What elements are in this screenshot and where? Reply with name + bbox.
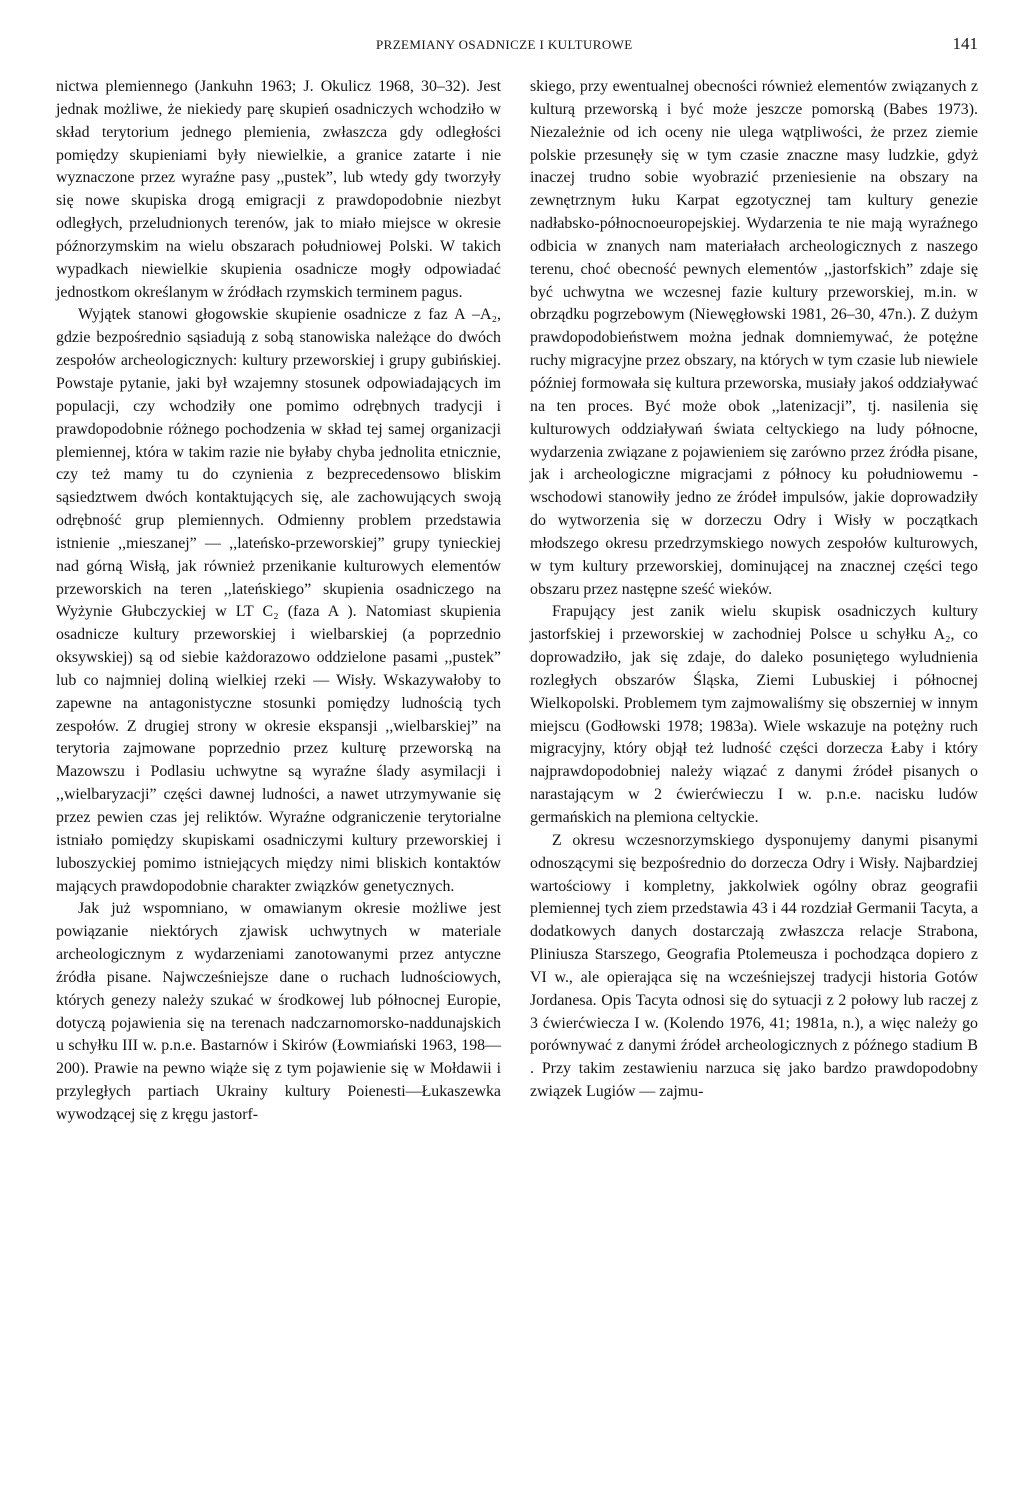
paragraph: Z okresu wczesnorzymskiego dysponujemy danymi pisanymi odnoszącymi się bezpośrednio do dorzecza Odry i Wisły. Najbardziej wartościowy i kompletny, jakkolwiek ogólny obraz geografii plemiennej tych ziem przedstawia 43 i 44 rozdział Germanii Tacyta, a dodatkowych danych dostarczają zwłaszcza relacje Strabona, Pliniusza Starszego, Geografia Ptolemeusza i pochodząca dopiero z VI w., ale opierająca się na wcześniejszej tradycji historia Gotów Jordanesa. Opis Tacyta odnosi się do sytuacji z 2 połowy lub raczej z 3 ćwierćwiecza I w. (Kolendo 1976, 41; 1981a, n.), a więc należy go porównywać z danymi źródeł archeologicznych z późnego stadium B . Przy takim zestawieniu narzuca się jako bardzo prawdopodobny związek Lugiów — zajmu- — [530, 831, 978, 1101]
running-header — [56, 34, 978, 58]
page-number: 141 — [952, 34, 978, 53]
right-column — [530, 76, 978, 1104]
paragraph: Frapujący jest zanik wielu skupisk osadniczych kultury jastorfskiej i przeworskiej w zachodniej Polsce u schyłku A₂, co doprowadziło, jak się zdaje, do daleko posuniętego wyludnienia rozległych obszarów Śląska, Ziemi Lubuskiej i północnej Wielkopolski. Problemem tym zajmowaliśmy się obszerniej w innym miejscu (Godłowski 1978; 1983a). Wiele wskazuje na potężny ruch migracyjny, który objął też ludność części dorzecza Łaby i który najprawdopodobniej należy wiązać z danymi źródeł pisanych o narastającym w 2 ćwierćwieczu I w. p.n.e. nacisku ludów germańskich na plemiona celtyckie. — [530, 603, 978, 826]
paragraph: Jak już wspomniano, w omawianym okresie możliwe jest powiązanie niektórych zjawisk uchwytnych w materiale archeologicznym z wydarzeniami zanotowanymi przez antyczne źródła pisane. Najwcześniejsze dane o ruchach ludnościowych, których genezy należy szukać w środkowej lub północnej Europie, dotyczą pojawienia się na terenach nadczarnomorsko-naddunajskich u schyłku III w. p.n.e. Bastarnów i Skirów (Łowmiański 1963, 198—200). Prawie na pewno wiąże się z tym pojawienie się w Mołdawii i przyległych partiach Ukrainy kultury Poienesti—Łukaszewka wywodzącej się z kręgu jastorf- — [56, 900, 501, 1123]
paragraph: Wyjątek stanowi głogowskie skupienie osadnicze z faz A –A₂, gdzie bezpośrednio sąsiadują z sobą stanowiska należące do dwóch zespołów archeologicznych: kultury przeworskiej i grupy gubińskiej. Powstaje pytanie, jaki był wzajemny stosunek odpowiadających im populacji, czy wchodziły one pomimo odrębnych tradycji i prawdopodobnie różnego pochodzenia w skład tej samej organizacji plemiennej, która w takim razie nie byłaby chyba jednolita etnicznie, czy też mamy tu do czynienia z bezprecedensowo bliskim sąsiedztwem dwóch kontaktujących się, ale zachowujących swoją odrębność grup plemiennych. Odmienny problem przedstawia istnienie ,,mieszanej” — ,,lateńsko-przeworskiej” grupy tynieckiej nad górną Wisłą, jak również przenikanie kulturowych elementów przeworskich na teren ,,lateńskiego” skupienia osadniczego na Wyżynie Głubczyckiej w LT C₂ (faza A ). Natomiast skupienia osadnicze kultury przeworskiej i wielbarskiej (a poprzednio oksywskiej) są od siebie każdorazowo oddzielone pasami ,,pustek” lub co najmniej doliną wielkiej rzeki — Wisły. Wskazywałoby to zapewne na antagonistyczne stosunki pomiędzy ludnością tych zespołów. Z drugiej strony w okresie ekspansji ,,wielbarskiej” na terytoria zajmowane poprzednio przez kulturę przeworską na Mazowszu i Podlasiu uchwytne są wyraźne ślady asymilacji i ,,wielbaryzacji” części dawnej ludności, a nawet utrzymywanie się przez pewien czas jej reliktów. Wyraźne odgraniczenie terytorialne istniało pomiędzy skupiskami osadniczymi kultury przeworskiej i luboszyckiej pomimo istniejących między nimi bliskich kontaktów mających prawdopodobnie charakter związków genetycznych. — [56, 306, 501, 895]
paragraph: skiego, przy ewentualnej obecności również elementów związanych z kulturą przeworską i być może jeszcze pomorską (Babes 1973). Niezależnie od ich oceny nie ulega wątpliwości, że przez ziemie polskie przesunęły się w tym czasie znaczne masy ludzkie, gdyż inaczej trudno sobie wyobrazić przeniesienie na obszary na zewnętrznym łuku Karpat egzotycznej tam kultury genezie nadłabsko-północnoeuropejskiej. Wydarzenia te nie mają wyraźnego odbicia w znanych nam materiałach archeologicznych z naszego terenu, choć obecność pewnych elementów ,,jastorfskich” zdaje się być uchwytna we wczesnej fazie kultury przeworskiej, m.in. w obrządku pogrzebowym (Niewęgłowski 1981, 26–30, 47n.). Z dużym prawdopodobieństwem można jednak domniemywać, że potężne ruchy migracyjne przez obszary, na których w tym czasie lub niewiele później formowała się kultura przeworska, musiały jakoś oddziaływać na ten proces. Być może obok ,,latenizacji”, tj. nasilenia się kulturowych oddziaływań świata celtyckiego na ludy północne, wydarzenia związane z pojawieniem się zarówno przez źródła pisane, jak i archeologiczne migracjami z północy ku południowemu -wschodowi stanowiły jedno ze źródeł impulsów, jakie doprowadziły do wytworzenia się w dorzeczu Odry i Wisły w początkach młodszego okresu przedrzymskiego nowych zespołów kulturowych, w tym kultury przeworskiej, dominującej na znacznej części tego obszaru przez następne sześć wieków. — [530, 78, 978, 598]
running-title: PRZEMIANY OSADNICZE I KULTUROWE — [376, 37, 633, 52]
left-column — [56, 76, 501, 1127]
paragraph: nictwa plemiennego (Jankuhn 1963; J. Okulicz 1968, 30–32). Jest jednak możliwe, że niekiedy parę skupień osadniczych wchodziło w skład terytorium jednego plemienia, zwłaszcza gdy odległości pomiędzy skupieniami były niewielkie, a granice zatarte i nie wyznaczone przez wyraźne pasy ,,pustek”, lub wtedy gdy tworzyły się nowe skupiska drogą emigracji z prawdopodobnie niezbyt odległych, przeludnionych terenów, jak to miało miejsce w okresie późnorzymskim na wielu obszarach południowej Polski. W takich wypadkach niewielkie skupienia osadnicze mogły odpowiadać jednostkom określanym w źródłach rzymskich terminem pagus. — [56, 78, 501, 301]
